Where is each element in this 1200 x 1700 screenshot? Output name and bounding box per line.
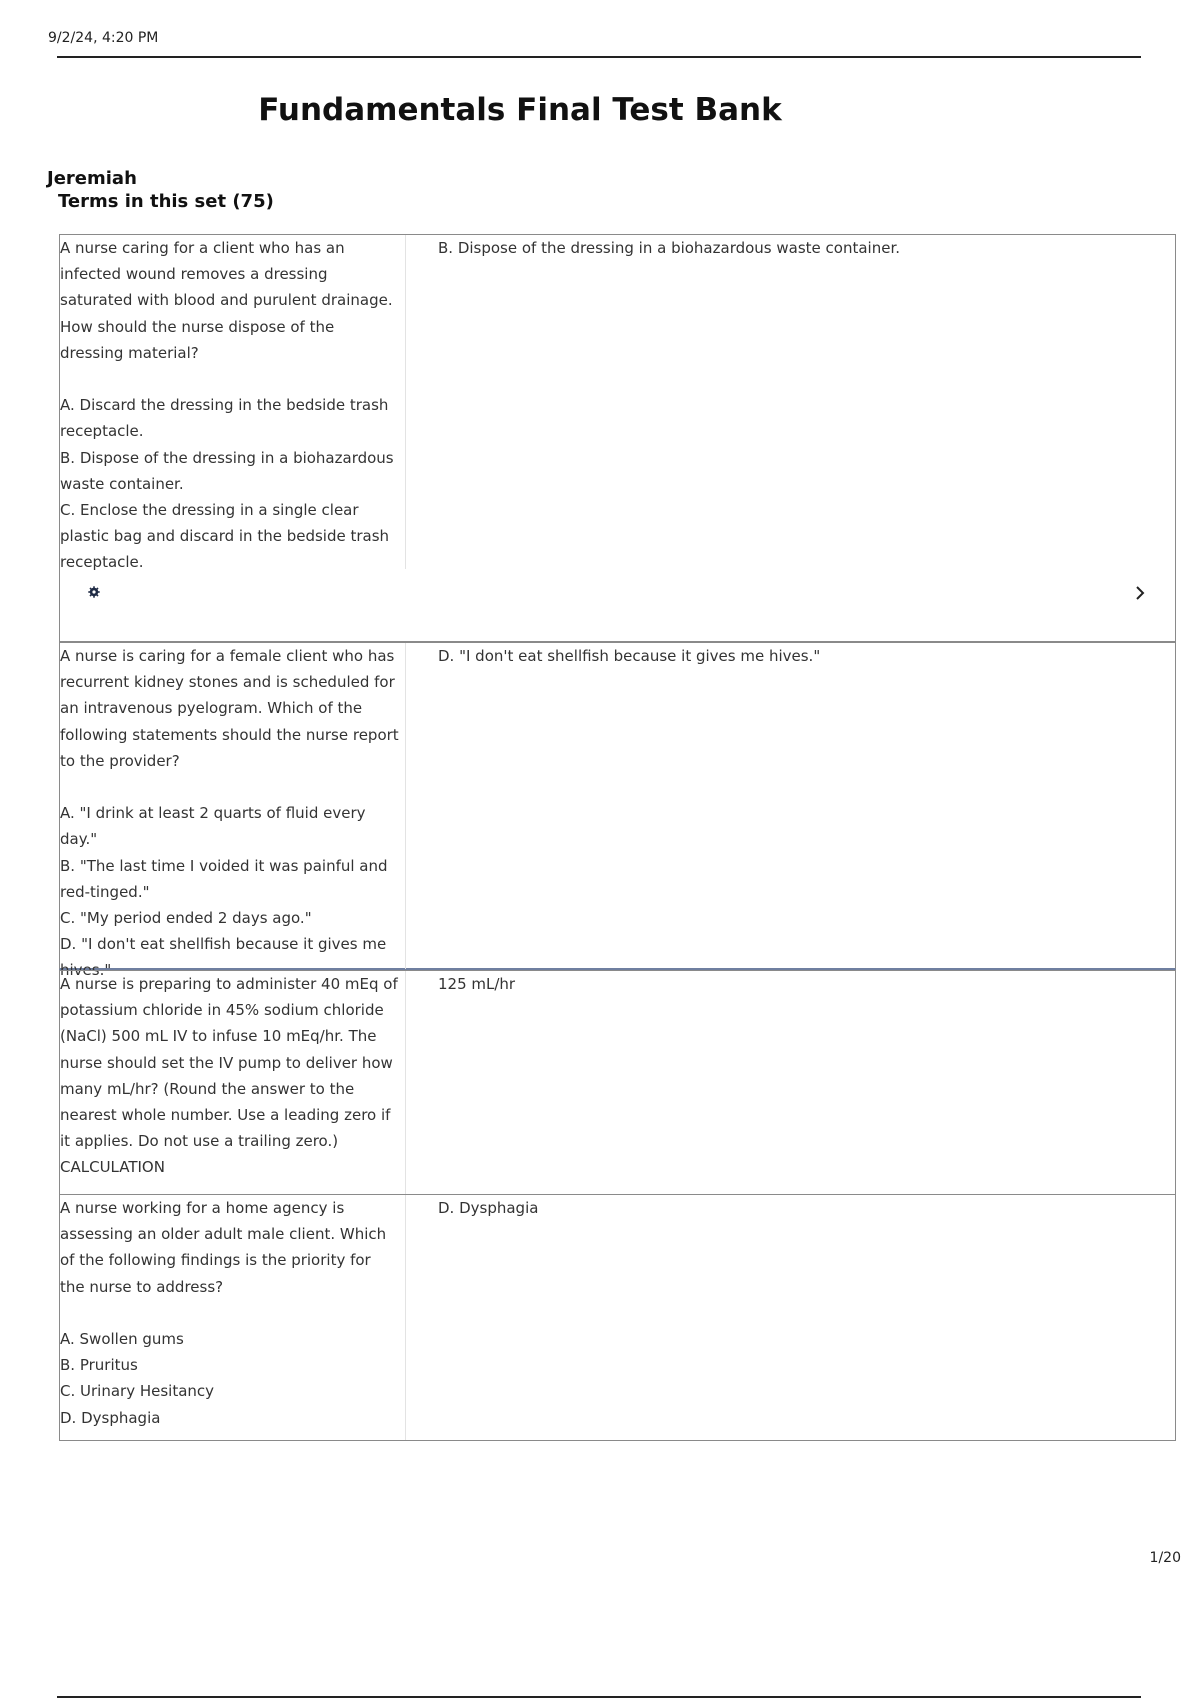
gear-icon[interactable] [88,586,100,598]
card-term: A nurse working for a home agency is assessing an older adult male client. Which of the following findings is the priority for the nurse to address? A. Swollen gums B. Pruritus C. Urinary Hesitancy D. Dysphagia [60,1199,387,1427]
card-definition: D. "I don't eat shellfish because it gives me hives." [438,647,821,665]
terms-count: Terms in this set (75) [58,191,274,212]
author-name: Jeremiah [47,168,137,189]
bottom-rule [57,1696,1141,1698]
card-definition: B. Dispose of the dressing in a biohazardous waste container. [438,239,901,257]
card-divider [405,643,406,969]
page-title: Fundamentals Final Test Bank [258,92,782,128]
card-definition: 125 mL/hr [438,975,516,993]
card-divider [405,1195,406,1440]
flashcard [59,234,1176,642]
card-term: A nurse is preparing to administer 40 mEq of potassium chloride in 45% sodium chloride (NaCl) 500 mL IV to infuse 10 mEq/hr. The nurse should set the IV pump to deliver how many mL/hr? (Round the answer to the nearest whole number. Use a leading zero if it applies. Do not use a trailing zero.) CALCULATION [60,975,398,1177]
card-term: A nurse caring for a client who has an infected wound removes a dressing saturated with blood and purulent drainage. How should the nurse dispose of the dressing material? A. Discard the dressing in the bedside trash receptacle. B. Dispose of the dressing in a biohazardous waste container. C. Enclose the dressing in a single clear plastic bag and discard in the bedside trash receptacle. [60,239,394,572]
card-definition: D. Dysphagia [438,1199,539,1217]
card-divider [405,235,406,569]
top-rule [57,56,1141,58]
flashcard [59,970,1176,1195]
flashcard [59,1194,1176,1441]
chevron-right-icon[interactable] [1133,584,1147,602]
card-divider [405,971,406,1194]
print-timestamp: 9/2/24, 4:20 PM [48,30,159,46]
card-term: A nurse is caring for a female client who has recurrent kidney stones and is scheduled for an intravenous pyelogram. Which of the following statements should the nurse report to the provider? A. "I drink at least 2 quarts of fluid every day." B. "The last time I voided it was painful and red-tinged." C. "My period ended 2 days ago." D. "I don't eat shellfish because it gives me hives." [60,647,399,980]
page-number: 1/20 [1149,1550,1181,1566]
flashcard [59,642,1176,980]
